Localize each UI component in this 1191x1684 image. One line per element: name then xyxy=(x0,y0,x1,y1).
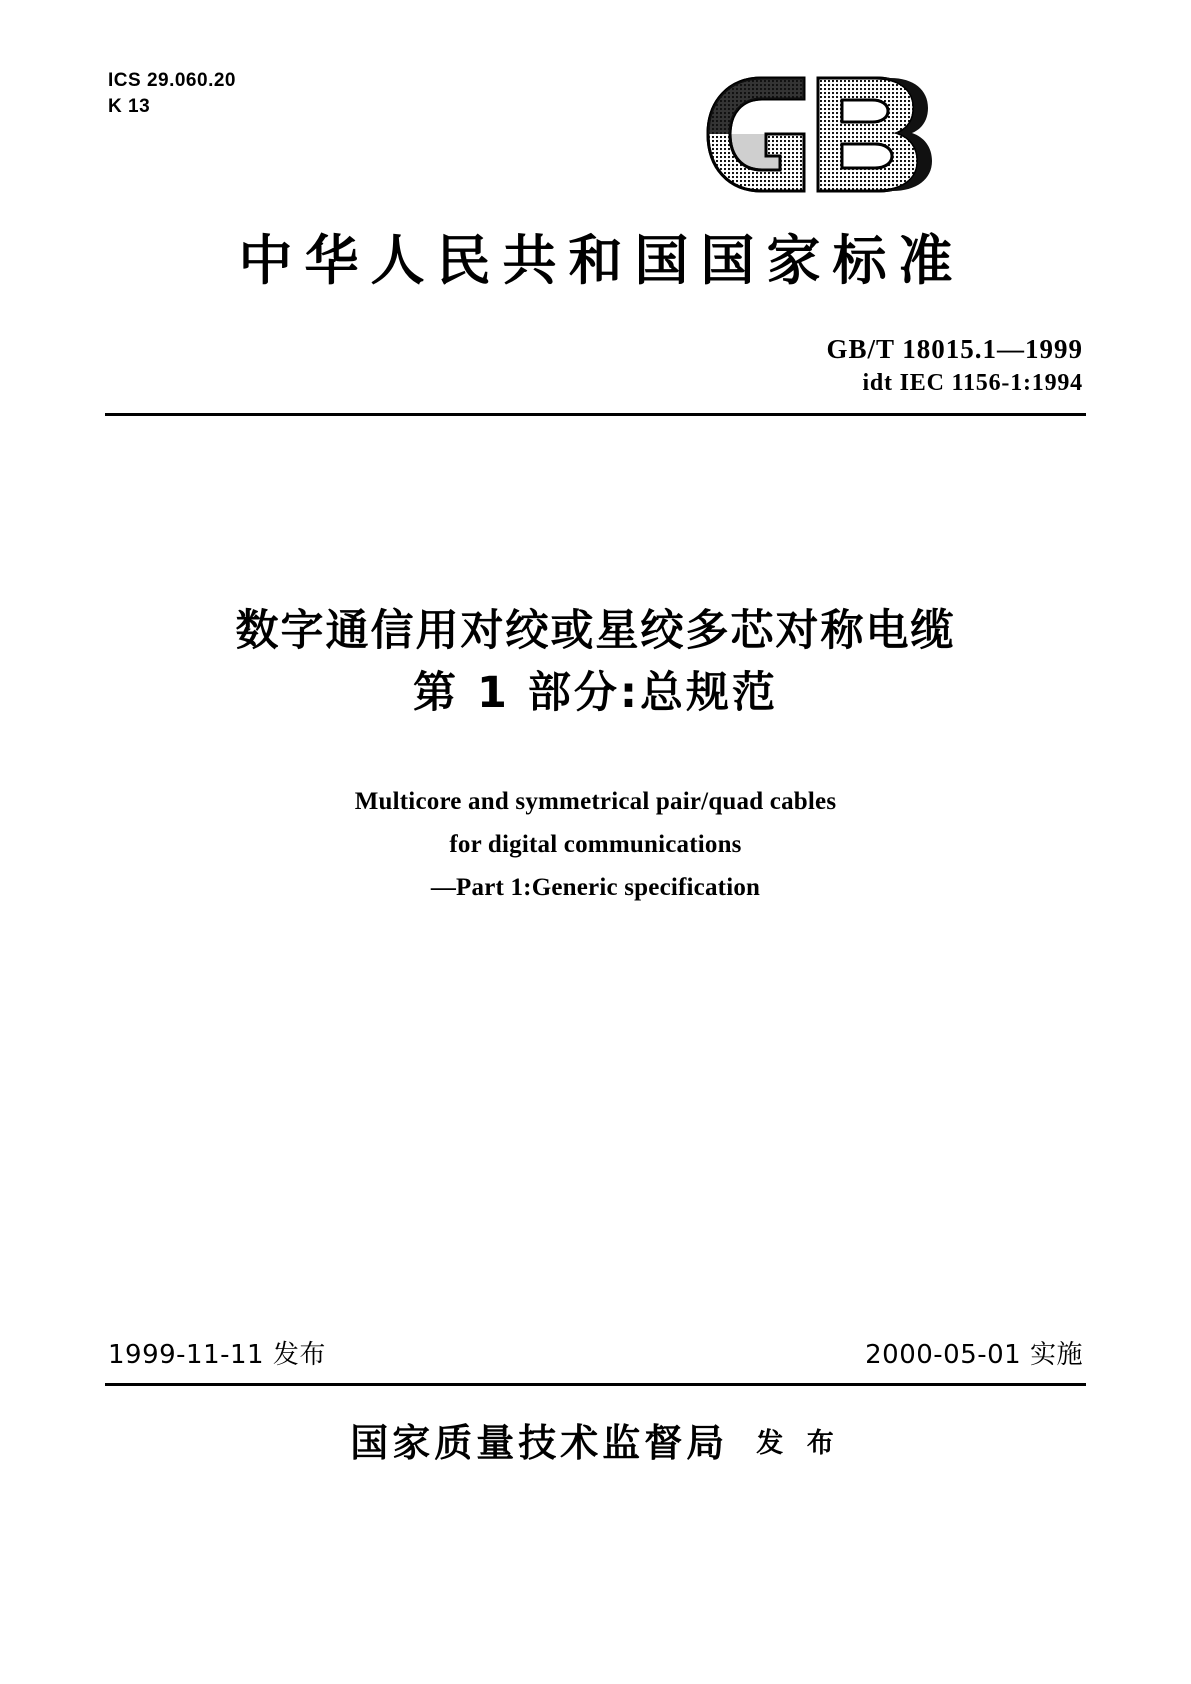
ics-code: ICS 29.060.20 xyxy=(108,70,236,91)
document-title-cn-line2: 第 1 部分:总规范 xyxy=(412,668,779,719)
effective-date: 2000-05-01 实施 xyxy=(865,1340,1083,1370)
idt-reference: idt IEC 1156-1:1994 xyxy=(862,370,1083,397)
classification-code: K 13 xyxy=(108,95,151,117)
document-title-en-line3: —Part 1:Generic specification xyxy=(430,874,761,901)
standard-number: GB/T 18015.1—1999 xyxy=(826,334,1083,364)
document-title-en-line1: Multicore and symmetrical pair/quad cables xyxy=(354,788,837,815)
national-standard-heading: 中华人民共和国国家标准 xyxy=(238,229,965,292)
document-title-en xyxy=(0,780,1191,909)
publisher-name: 国家质量技术监督局 xyxy=(350,1421,729,1465)
document-title-en-line2: for digital communications xyxy=(449,831,742,858)
issue-date: 1999-11-11 发布 xyxy=(108,1340,326,1370)
ics-classification-block xyxy=(108,68,236,119)
document-title-cn-line1: 数字通信用对绞或星绞多芯对称电缆 xyxy=(235,606,956,656)
standard-number-block xyxy=(826,332,1083,401)
publisher-row xyxy=(0,1412,1191,1467)
gb-emblem-icon xyxy=(700,72,950,197)
footer-divider xyxy=(105,1383,1086,1386)
publisher-verb: 发 布 xyxy=(756,1428,841,1459)
document-title-cn xyxy=(0,600,1191,725)
header-divider xyxy=(105,413,1086,416)
